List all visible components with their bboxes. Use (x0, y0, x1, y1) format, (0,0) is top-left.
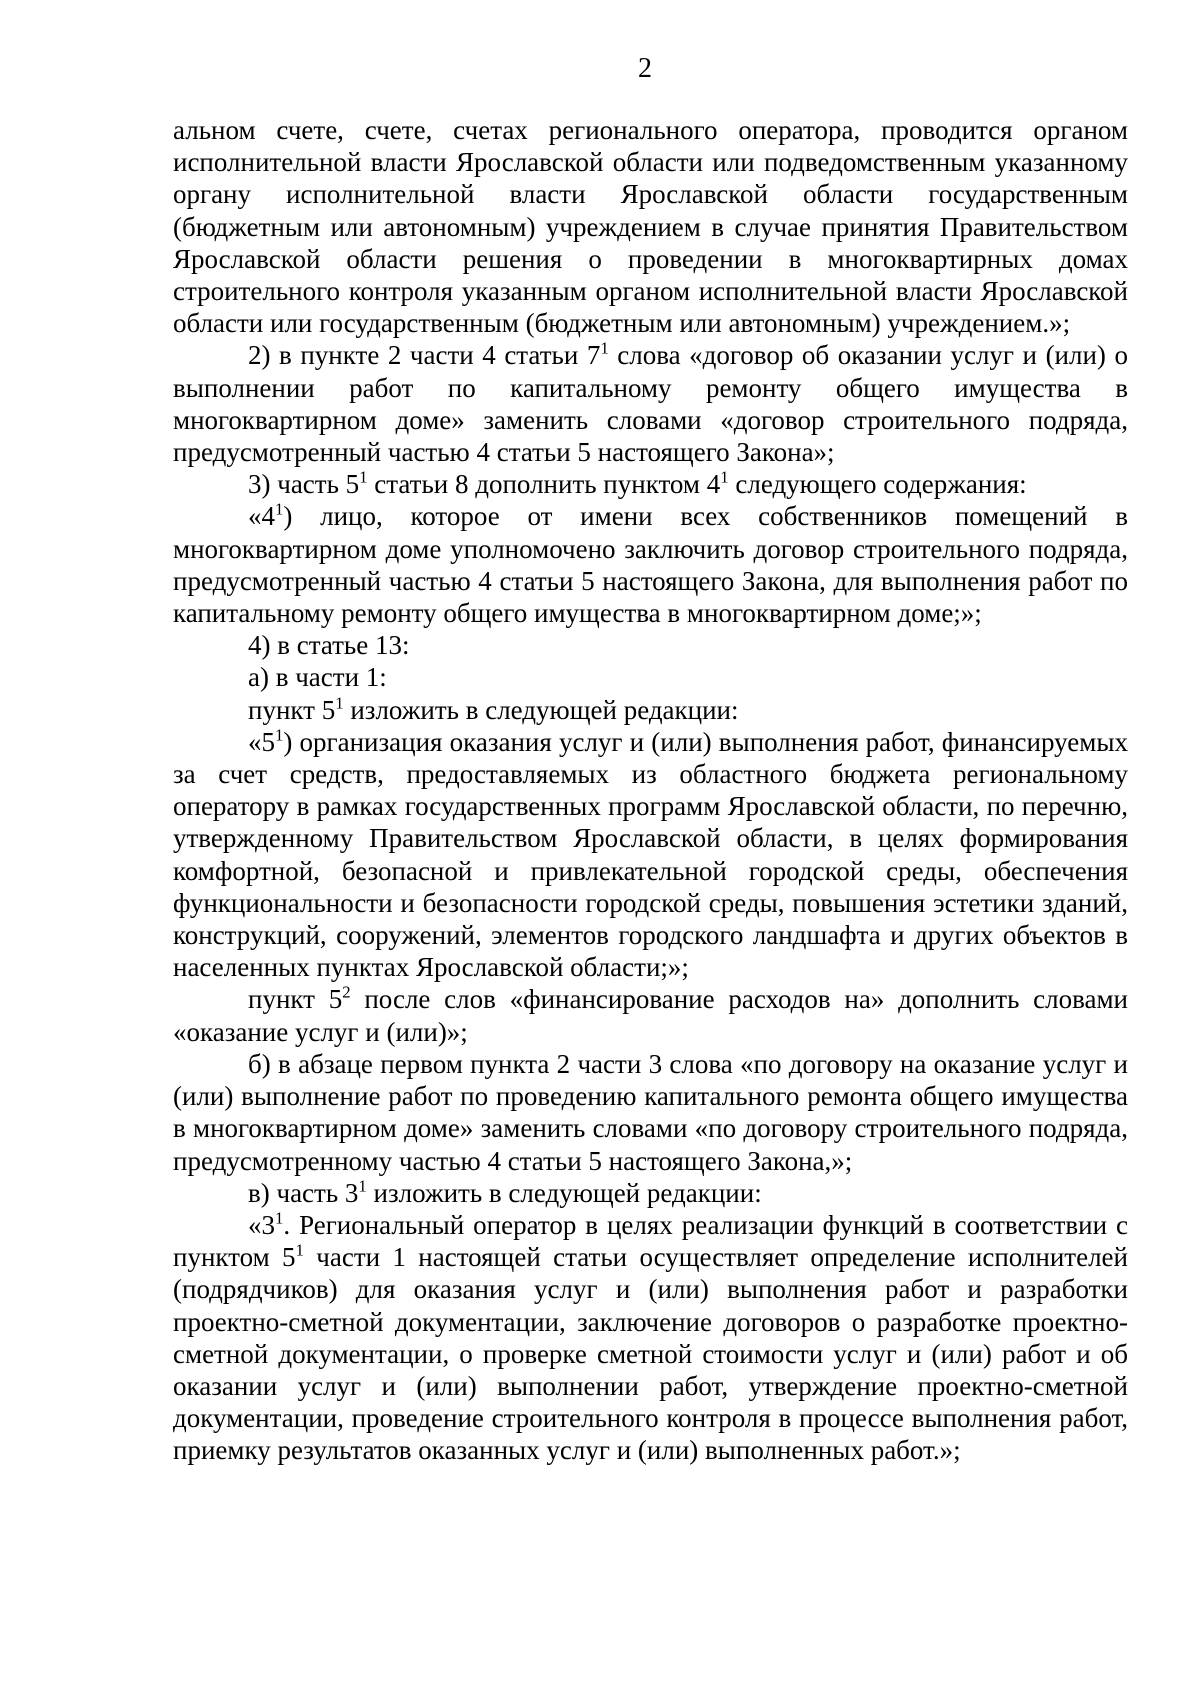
paragraph-p12 (173, 1209, 1128, 1467)
page-number: 2 (638, 53, 652, 84)
paragraph-p2 (173, 339, 1128, 468)
paragraph-p11 (173, 1177, 1128, 1209)
paragraph-p1 (173, 114, 1128, 339)
paragraph-text: после слов «финансирование расходов на» дополнить словами «оказание услуг и (или)»; (173, 984, 1128, 1047)
superscript: 2 (342, 983, 351, 1003)
paragraph-p5 (173, 629, 1128, 661)
paragraph-text: 3) часть 5 (248, 469, 360, 500)
paragraph-text: ) лицо, которое от имени всех собственников помещений в многоквартирном доме уполномочено заключить договор строительного подряда, предусмотренный частью 4 статьи 5 настоящего Закона, для выполнения работ по капитальному ремонту общего имущества в многоквартирном доме;»; (173, 501, 1128, 629)
superscript: 1 (358, 1176, 367, 1196)
paragraph-text: б) в абзаце первом пункта 2 части 3 слова «по договору на оказание услуг и (или) выполнение работ по проведению капитального ремонта общего имущества в многоквартирном доме» заменить словами «по договору строительного подряда, предусмотренному частью 4 статьи 5 настоящего Закона,»; (173, 1048, 1128, 1176)
superscript: 1 (275, 1208, 284, 1228)
paragraph-text: 4) в статье 13: (248, 630, 410, 661)
superscript: 1 (720, 467, 729, 487)
document-body (173, 114, 1128, 1467)
paragraph-text: ) организация оказания услуг и (или) выполнения работ, финансируемых за счет средств, предоставляемых из областного бюджета региональному оператору в рамках государственных программ Ярославской области, по перечню, утвержденному Правительством Ярославской области, в целях формирования комфортной, безопасной и привлекательной городской среды, обеспечения функциональности и безопасности городской среды, повышения эстетики зданий, конструкций, сооружений, элементов городского ландшафта и других объектов в населенных пунктах Ярославской области;»; (173, 726, 1128, 983)
paragraph-p7 (173, 694, 1128, 726)
paragraph-text: статьи 8 дополнить пунктом 4 (367, 469, 721, 500)
paragraph-p8 (173, 726, 1128, 984)
paragraph-text: пункт 5 (248, 984, 343, 1015)
paragraph-text: «3 (248, 1209, 275, 1240)
paragraph-text: изложить в следующей редакции: (343, 694, 739, 725)
paragraph-p6 (173, 661, 1128, 693)
paragraph-text: «4 (248, 501, 275, 532)
paragraph-text: в) часть 3 (248, 1177, 359, 1208)
paragraph-p9 (173, 983, 1128, 1047)
paragraph-text: слова «договор об оказании услуг и (или) о выполнении работ по капитальному ремонту общего имущества в многоквартирном доме» заменить словами «договор строительного подряда, предусмотренный частью 4 статьи 5 настоящего Закона»; (173, 340, 1128, 468)
superscript: 1 (295, 1240, 304, 1260)
superscript: 1 (600, 339, 609, 359)
paragraph-p10 (173, 1048, 1128, 1177)
paragraph-text: следующего содержания: (728, 469, 1027, 500)
superscript: 1 (335, 693, 344, 713)
paragraph-text: альном счете, счете, счетах регионального оператора, проводится органом исполнительной власти Ярославской области или подведомственным указанному органу исполнительной власти Ярославской области государственным (бюджетным или автономным) учреждением в случае принятия Правительством Ярославской области решения о проведении в многоквартирных домах строительного контроля указанным органом исполнительной власти Ярославской области или государственным (бюджетным или автономным) учреждением.»; (173, 115, 1128, 339)
paragraph-text: «5 (248, 726, 275, 757)
paragraph-p3 (173, 468, 1128, 500)
paragraph-text: 2) в пункте 2 части 4 статьи 7 (248, 340, 601, 371)
paragraph-text: а) в части 1: (248, 662, 387, 693)
paragraph-p4 (173, 500, 1128, 629)
paragraph-text: части 1 настоящей статьи осуществляет определение исполнителей (подрядчиков) для оказания услуг и (или) выполнения работ и разработки проектно-сметной документации, заключение договоров о разработке проектно-сметной документации, о проверке сметной стоимости услуг и (или) работ и об оказании услуг и (или) выполнении работ, утверждение проектно-сметной документации, проведение строительного контроля в процессе выполнения работ, приемку результатов оказанных услуг и (или) выполненных работ.»; (173, 1242, 1128, 1466)
paragraph-text: . Региональный оператор в целях реализации функций в соответствии с пунктом 5 (173, 1209, 1128, 1273)
superscript: 1 (359, 467, 368, 487)
paragraph-text: изложить в следующей редакции: (366, 1177, 762, 1208)
paragraph-text: пункт 5 (248, 694, 336, 725)
superscript: 1 (275, 500, 284, 520)
superscript: 1 (275, 725, 284, 745)
